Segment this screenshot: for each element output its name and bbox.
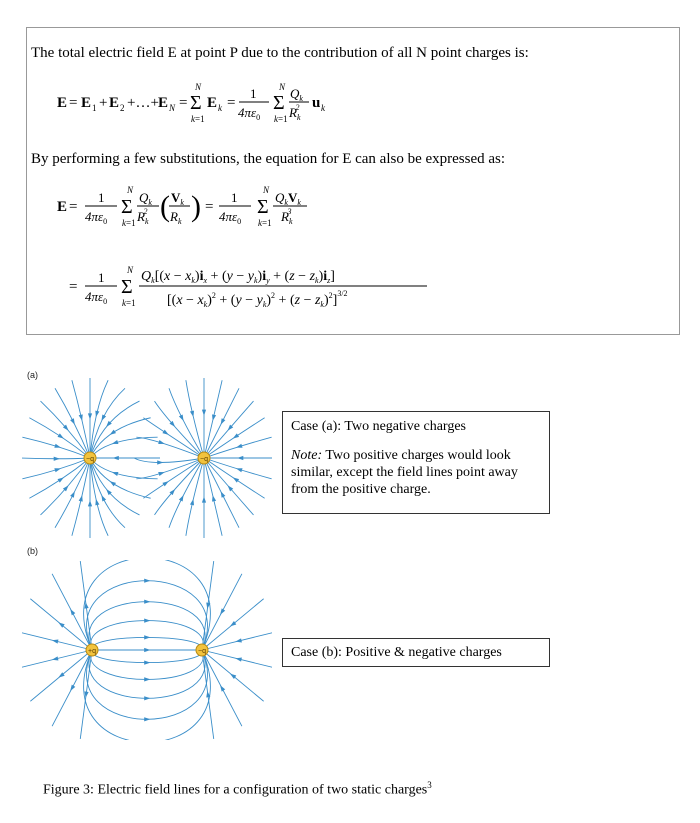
svg-text:N: N [279, 82, 286, 92]
charge-a-left-label: −q [86, 456, 94, 463]
field-arrow-a [233, 477, 239, 482]
svg-text:N: N [127, 265, 134, 275]
field-arrow-a [57, 477, 63, 482]
field-arrow-a [57, 433, 63, 438]
charge-a-right [198, 452, 210, 464]
field-arrow-a [95, 499, 99, 506]
svg-text:Σ: Σ [257, 196, 269, 218]
field-arrow-a [162, 481, 168, 486]
figure-a-label: (a) [27, 370, 38, 380]
svg-text:=: = [69, 279, 78, 295]
svg-text:QkVk: $Q_kV_k$ [275, 190, 301, 207]
field-line-a [169, 388, 204, 458]
figure-a-diagram [22, 378, 272, 543]
svg-text:Σ: Σ [273, 92, 285, 114]
svg-text:k=1: k=1 [122, 298, 136, 308]
svg-text:N: N [127, 185, 134, 195]
figure-b-label: (b) [27, 546, 38, 556]
svg-text:=: = [69, 199, 78, 215]
field-line-a [90, 388, 125, 458]
field-arrow-a [95, 411, 99, 418]
svg-text:Σ: Σ [190, 92, 202, 114]
field-arrow-a [70, 491, 75, 498]
equation-1 [57, 80, 517, 135]
field-arrow-a [79, 495, 83, 502]
svg-text:k: k [321, 103, 325, 113]
field-line-b [91, 621, 204, 650]
paragraph-intro [31, 44, 529, 62]
charge-b-positive [86, 644, 98, 656]
svg-text:=: = [227, 95, 236, 111]
svg-text:+: + [99, 95, 108, 111]
svg-text:4πε0: $4\pi\varepsilon_0$ [219, 209, 242, 226]
field-arrow-b [144, 635, 150, 639]
field-arrow-a [158, 440, 165, 444]
charge-a-right-label: −q [200, 456, 208, 463]
charge-b-positive-label: +q [88, 648, 96, 655]
charge-b-negative-label: −q [198, 648, 206, 655]
svg-text:E: E [109, 95, 120, 111]
field-arrow-b [220, 608, 225, 614]
svg-text:1: 1 [92, 103, 97, 113]
field-line-b [92, 637, 203, 650]
svg-text:E: E [57, 95, 68, 111]
paragraph-substitution [31, 150, 505, 168]
svg-text:=: = [69, 95, 78, 111]
field-arrow-b [70, 609, 75, 615]
field-arrow-b [144, 661, 150, 665]
svg-text:1: 1 [231, 190, 238, 205]
field-arrow-a [88, 500, 92, 506]
svg-text:4πε0: $4\pi\varepsilon_0$ [85, 209, 108, 226]
case-a-box [282, 411, 550, 514]
svg-text:Qk: $Q_k$ [290, 86, 303, 103]
field-arrow-a [179, 414, 184, 421]
field-arrow-b [85, 602, 89, 609]
charge-a-left [84, 452, 96, 464]
svg-text:E: E [207, 95, 218, 111]
case-a-title: Case (a): Two negative charges [291, 419, 466, 434]
field-arrow-a [79, 414, 83, 421]
case-a-note-label: Note: [291, 448, 323, 463]
svg-text:1: 1 [98, 190, 105, 205]
field-arrow-a [157, 460, 163, 464]
field-line-b [91, 650, 204, 679]
field-arrow-a [54, 468, 61, 472]
field-line-a [186, 458, 204, 536]
figure-b-diagram [22, 560, 272, 745]
svg-text:Rk2: $R_k2$ [137, 207, 149, 226]
svg-text:N: N [195, 82, 202, 92]
field-arrow-b [144, 677, 150, 681]
field-arrow-b [144, 696, 150, 700]
svg-text:+…+: +…+ [127, 95, 159, 111]
figure-caption [43, 777, 432, 799]
field-arrow-b [144, 717, 150, 721]
svg-text:[(x − xk)2 + (y − yk)2 + (z −: $[(x - x_k)^2 + (y - y_k)^2 + (z - z_k)^2]^{3/2}$ [167, 289, 348, 309]
equation-3 [57, 256, 477, 325]
field-line-a [169, 458, 204, 528]
field-arrow-a [101, 414, 106, 421]
case-b-box [282, 638, 550, 667]
svg-text:N: N [169, 103, 176, 113]
field-arrow-a [158, 472, 165, 476]
field-arrow-b [144, 600, 150, 604]
equation-2 [57, 178, 457, 243]
field-arrow-b [144, 579, 150, 583]
field-line-b [89, 602, 205, 650]
field-arrow-a [190, 411, 194, 418]
field-arrow-a [236, 444, 243, 448]
field-arrow-a [202, 496, 206, 502]
field-arrow-a [190, 499, 194, 506]
figure-caption-text: Figure 3: Electric field lines for a configuration of two static charges [43, 782, 428, 798]
svg-text:k: k [218, 103, 222, 113]
field-line-b [87, 650, 208, 719]
svg-text:Σ: Σ [121, 276, 133, 298]
svg-text:Vk: $V_k$ [171, 190, 184, 207]
field-arrow-b [70, 685, 75, 691]
field-arrow-b [85, 691, 89, 698]
field-arrow-a [112, 472, 119, 476]
field-arrow-a [236, 468, 243, 472]
svg-text:k=1: k=1 [274, 114, 288, 124]
svg-text:Σ: Σ [121, 196, 133, 218]
svg-text:Qk: $Q_k$ [139, 190, 152, 207]
equation-box [26, 27, 680, 335]
field-arrow-b [144, 648, 150, 652]
svg-text:E: E [158, 95, 169, 111]
svg-text:Qk[(x − xk)ix + (y − yk)iy + (: $Q_k[(x - x_k)i_x + (y - y_k)i_y + (z - z_k)i_z]$ [141, 269, 335, 285]
field-line-b [89, 650, 205, 698]
field-arrow-a [110, 481, 116, 486]
field-arrow-a [221, 418, 226, 425]
field-arrow-a [179, 495, 184, 502]
field-line-a [90, 458, 125, 528]
svg-text:k=1: k=1 [122, 218, 136, 228]
svg-text:4πε0: $4\pi\varepsilon_0$ [85, 289, 108, 306]
case-b-title: Case (b): Positive & negative charges [291, 645, 502, 660]
svg-text:=: = [205, 199, 214, 215]
svg-text:Rk2: $R_k2$ [289, 103, 301, 122]
paragraph-intro-text: The total electric field E at point P due to the contribution of all N point charges is: [31, 45, 529, 61]
case-a-note [291, 447, 541, 498]
field-arrow-a [101, 495, 106, 502]
field-arrow-a [237, 456, 243, 460]
svg-text:k=1: k=1 [258, 218, 272, 228]
svg-text:): ) [191, 190, 201, 223]
field-arrow-a [212, 495, 216, 502]
svg-text:N: N [263, 185, 270, 195]
svg-text:(: ( [160, 190, 170, 223]
field-arrow-a [110, 430, 116, 435]
svg-text:k=1: k=1 [191, 114, 205, 124]
field-arrow-a [113, 456, 119, 460]
field-arrow-a [70, 418, 75, 425]
field-arrow-a [112, 440, 119, 444]
svg-text:Rk: $R_k$ [170, 209, 182, 226]
svg-text:1: 1 [250, 86, 257, 101]
field-arrow-b [144, 619, 150, 623]
svg-text:1: 1 [98, 270, 105, 285]
figure-caption-ref: 3 [427, 780, 432, 790]
svg-text:=: = [179, 95, 188, 111]
field-arrow-a [88, 413, 92, 419]
svg-text:Rk3: $R_k3$ [281, 207, 293, 226]
charge-b-negative [196, 644, 208, 656]
svg-text:2: 2 [120, 103, 125, 113]
field-arrow-a [54, 444, 61, 448]
field-line-b [92, 650, 203, 663]
field-arrow-a [221, 491, 226, 498]
field-arrow-a [212, 414, 216, 421]
svg-text:u: u [312, 95, 321, 111]
field-arrow-b [220, 685, 225, 691]
case-a-note-text: Two positive charges would look similar, except the field lines point away from the positive charge. [291, 448, 518, 497]
field-arrow-a [54, 457, 60, 461]
field-line-b [87, 581, 208, 650]
field-arrow-a [162, 430, 168, 435]
paragraph-substitution-text: By performing a few substitutions, the equation for E can also be expressed as: [31, 151, 506, 167]
field-arrow-a [202, 410, 206, 416]
field-line-a [90, 458, 158, 479]
field-arrow-a [233, 433, 239, 438]
field-line-a [186, 380, 204, 458]
field-line-a [90, 437, 158, 458]
svg-text:4πε0: $4\pi\varepsilon_0$ [238, 105, 261, 122]
svg-text:E: E [81, 95, 92, 111]
svg-text:E: E [57, 199, 68, 215]
